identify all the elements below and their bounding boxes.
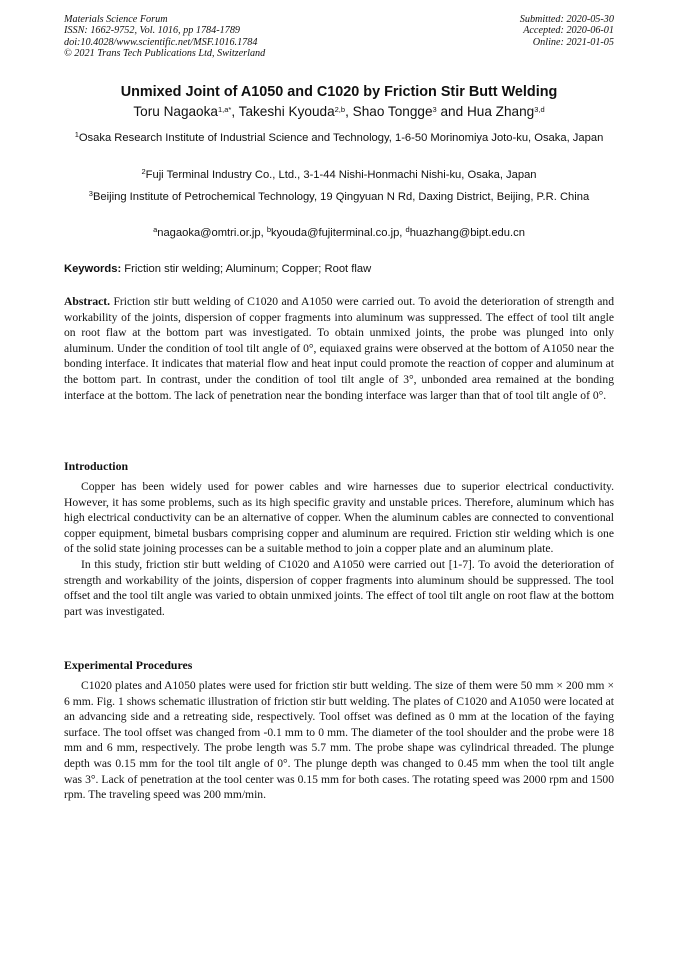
author-sup: 1,a*: [217, 104, 232, 114]
journal-header: [64, 14, 265, 60]
affiliation-sup: 3: [88, 188, 93, 198]
affiliation-text: Osaka Research Institute of Industrial Science and Technology, 1-6-50 Morinomiya Joto-ku, Osaka, Japan: [78, 132, 604, 144]
intro-paragraph-1: Copper has been widely used for power cables and wire harnesses due to superior electrical conductivity. However, it has some problems, such as its high specific gravity and unstable prices. Therefore, aluminum which has high electrical conductivity can be an alternative of copper. When the aluminum cables are connected to conventional copper equipment, bimetal busbars comprising copper and aluminum are required. Friction stir welding which is one of the solid state joining processes can be a suitable method to join a copper plate and an aluminum plate.: [64, 480, 614, 556]
intro-paragraph-2: In this study, friction stir butt welding of C1020 and A1050 were carried out [1-7]. To avoid the deterioration of strength and workability of the joints, dispersion of copper fragments into aluminum should be suppressed. The tool offset and the tool tilt angle was varied to obtain unmixed joints. The effect of tool tilt angle on root flaw at the bottom part was investigated.: [64, 557, 614, 618]
email-sup: b: [266, 224, 272, 234]
journal-name: Materials Science Forum: [64, 14, 168, 25]
email-sup: d: [405, 224, 410, 234]
paper-title: Unmixed Joint of A1050 and C1020 by Friction Stir Butt Welding: [120, 84, 558, 100]
keywords-label: Keywords:: [64, 263, 122, 275]
author-separator: ,: [231, 104, 239, 119]
issn-line: ISSN: 1662-9752, Vol. 1016, pp 1784-1789: [64, 25, 241, 37]
experimental-section: [64, 678, 614, 803]
author-name: Hua Zhang: [466, 104, 535, 119]
author-sup: 3: [432, 104, 437, 114]
affiliation-sup: 1: [74, 129, 79, 139]
author-name: Takeshi Kyouda: [238, 104, 335, 119]
keywords: [64, 262, 371, 276]
accepted-date: Accepted: 2020-06-01: [523, 25, 614, 37]
email-link[interactable]: nagaoka@omtri.or.jp,: [157, 227, 267, 239]
affiliation-2: [64, 168, 614, 182]
introduction-section: [64, 479, 614, 619]
doi-line: doi:10.4028/www.scientific.net/MSF.1016.1784: [64, 36, 258, 48]
affiliation-1: [64, 131, 614, 145]
abstract-label: Abstract.: [64, 295, 111, 308]
author-list: [64, 103, 614, 120]
email-link[interactable]: kyouda@fujiterminal.co.jp,: [271, 227, 406, 239]
experimental-heading: Experimental Procedures: [64, 658, 193, 672]
author-separator: and: [436, 104, 467, 119]
affiliation-sup: 2: [141, 166, 146, 176]
author-sup: 2,b: [334, 104, 346, 114]
keywords-text: Friction stir welding; Aluminum; Copper; Root flaw: [121, 263, 372, 275]
email-sup: a: [153, 224, 158, 234]
abstract: [64, 294, 614, 403]
author-emails: [64, 226, 614, 240]
experimental-paragraph-1: C1020 plates and A1050 plates were used for friction stir butt welding. The size of them were 50 mm × 200 mm × 6 mm. Fig. 1 shows schematic illustration of friction stir butt welding. The plates of C1020 and A1050 were located at an advancing side and a retreating side, respectively. Tool offset was defined as 0 mm at the location of the faying surface. The tool offset was changed from -0.1 mm to 0 mm. The diameter of the tool shoulder and the probe were 18 mm and 6 mm, respectively. The probe length was 5.7 mm. The probe shape was cylindrical threaded. The plunge depth was 0.15 mm for the tool tilt angle of 0°. The plunge depth was changed to 0.45 mm when the tool tilt angle was 3°. Lack of penetration at the tool center was 0.15 mm for both cases. The rotating speed was 2000 rpm and 1500 rpm. The traveling speed was 200 mm/min.: [64, 679, 614, 802]
affiliation-text: Beijing Institute of Petrochemical Technology, 19 Qingyuan N Rd, Daxing District, Beijing, P.R. China: [92, 191, 590, 203]
dates-header: [520, 14, 614, 48]
author-name: Toru Nagaoka: [133, 104, 218, 119]
affiliation-3: [64, 190, 614, 204]
author-separator: ,: [345, 104, 353, 119]
email-link[interactable]: huazhang@bipt.edu.cn: [409, 227, 525, 239]
copyright-line: © 2021 Trans Tech Publications Ltd, Switzerland: [64, 48, 266, 60]
affiliation-text: Fuji Terminal Industry Co., Ltd., 3-1-44 Nishi-Honmachi Nishi-ku, Osaka, Japan: [145, 169, 537, 181]
introduction-heading: Introduction: [64, 459, 129, 473]
submitted-date: Submitted: 2020-05-30: [519, 14, 614, 25]
author-name: Shao Tongge: [352, 104, 433, 119]
author-sup: 3,d: [534, 104, 545, 114]
abstract-text: Friction stir butt welding of C1020 and A1050 were carried out. To avoid the deterioration of strength and workability of the joints, dispersion of copper fragments into aluminum was suppressed. The effect of tool tilt angle on root flaw at the bottom part was investigated. To obtain unmixed joints, the probe was plunged into only aluminum. Under the condition of tool tilt angle of 0°, equiaxed grains were observed at the bottom of A1050 near the bonding interface. It indicates that material flow and heat input could promote the reaction of copper and aluminum at the bottom part. In contrast, under the condition of tool tilt angle of 3°, unbonded area remained at the bonding interface at the bottom. The lack of penetration near the bonding interface was larger than that of tool tilt angle of 0°.: [64, 295, 614, 402]
online-date: Online: 2021-01-05: [532, 36, 614, 48]
